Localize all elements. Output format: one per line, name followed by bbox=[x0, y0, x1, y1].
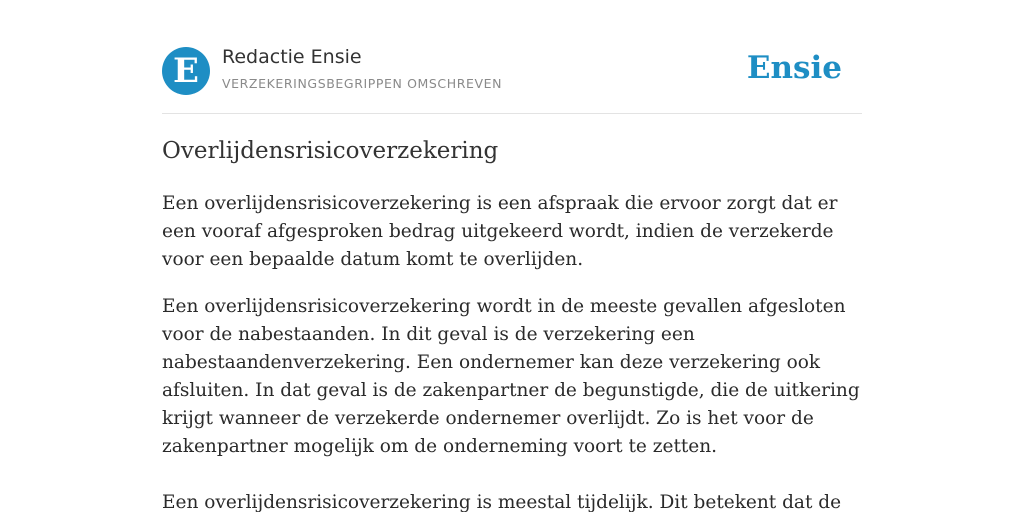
article-body bbox=[162, 190, 862, 512]
paragraph: Een overlijdensrisicoverzekering is een afspraak die ervoor zorgt dat er een vooraf afgesproken bedrag uitgekeerd wordt, indien de verzekerde voor een bepaalde datum komt te overlijden. bbox=[162, 193, 838, 270]
paragraph: Een overlijdensrisicoverzekering is meestal tijdelijk. Dit betekent dat de bbox=[162, 492, 842, 512]
page-title: Overlijdensrisicoverzekering bbox=[162, 138, 499, 164]
author-name[interactable]: Redactie Ensie bbox=[222, 46, 362, 68]
article-header bbox=[162, 0, 862, 114]
author-subtitle: VERZEKERINGSBEGRIPPEN OMSCHREVEN bbox=[222, 76, 503, 91]
article-card bbox=[162, 0, 862, 512]
brand-logo[interactable]: Ensie bbox=[746, 50, 842, 86]
paragraph: Een overlijdensrisicoverzekering wordt in de meeste gevallen afgesloten voor de nabestaanden. In dit geval is de verzekering een nabestaandenverzekering. Een ondernemer kan deze verzekering ook afsluiten. In dat geval is de zakenpartner de begunstigde, die de uitkering krijgt wanneer de verzekerde ondernemer overlijdt. Zo is het voor de zakenpartner mogelijk om de onderneming voort te zetten. bbox=[162, 296, 860, 457]
author-avatar[interactable]: E bbox=[162, 47, 210, 95]
